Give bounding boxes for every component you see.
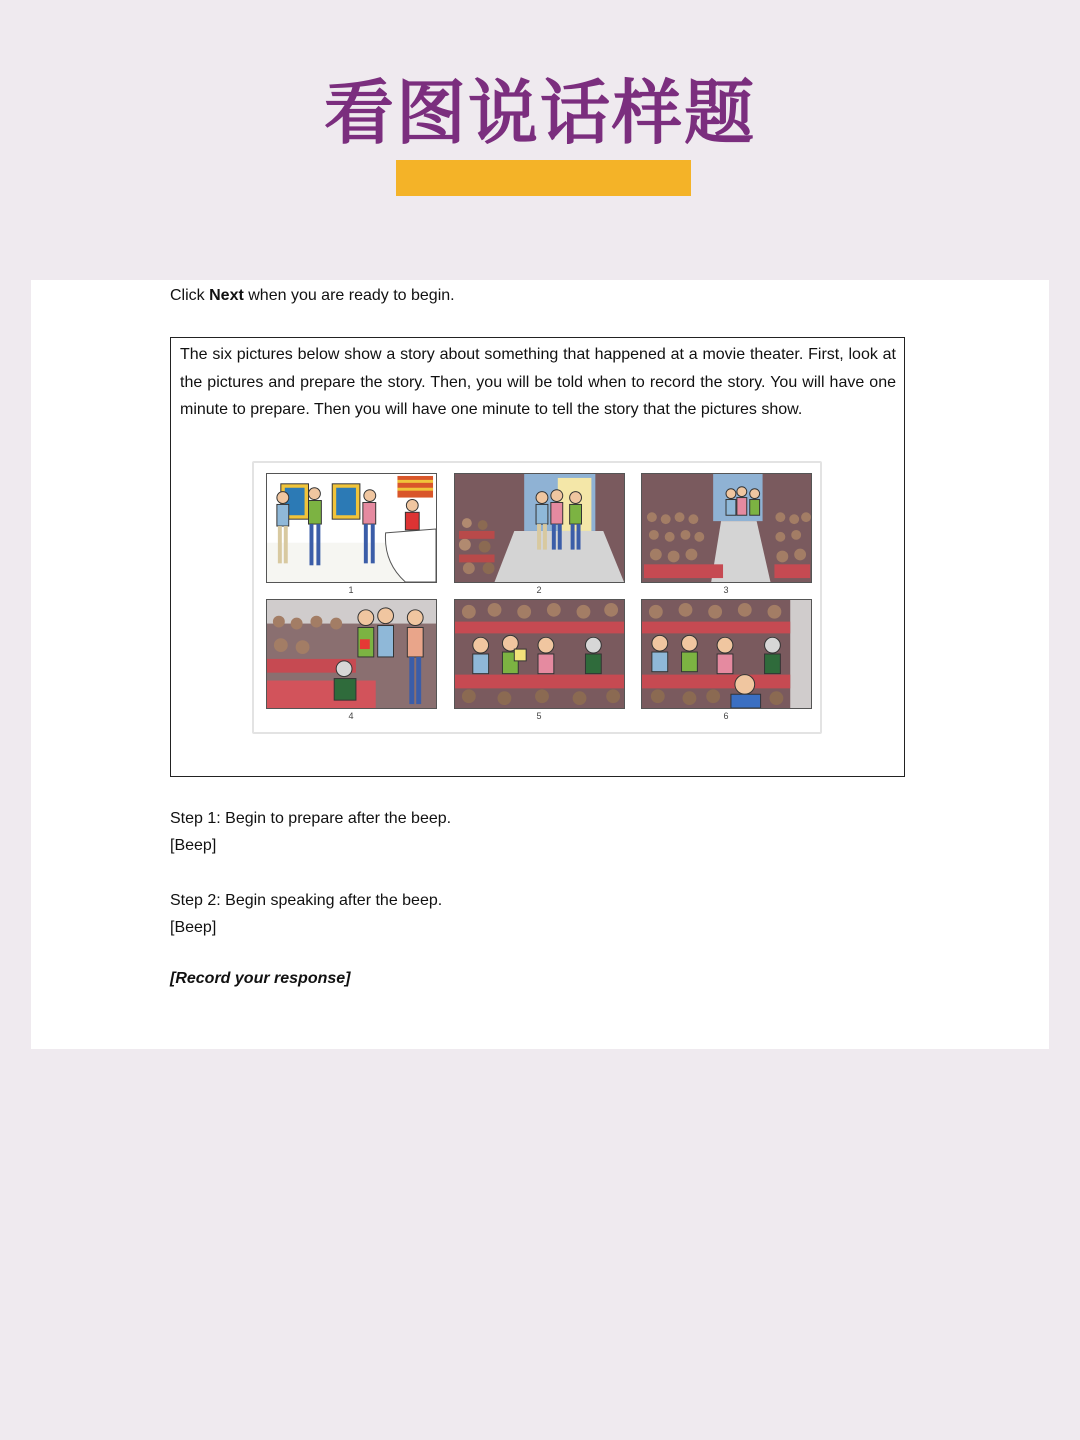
panel-number-2: 2	[536, 585, 542, 595]
comic-panel-3	[641, 473, 812, 583]
beep-2: [Beep]	[170, 919, 217, 936]
comic-panel-6	[641, 599, 812, 709]
step-2-text: Step 2: Begin speaking after the beep.	[170, 892, 443, 909]
intro-prefix: Click	[170, 287, 210, 304]
task-box	[170, 337, 905, 777]
intro-suffix: when you are ready to begin.	[243, 287, 455, 304]
next-keyword: Next	[209, 287, 244, 304]
step-1-text: Step 1: Begin to prepare after the beep.	[170, 810, 452, 827]
beep-1: [Beep]	[170, 837, 217, 854]
record-response-label: [Record your response]	[170, 970, 351, 987]
comic-panel-4	[266, 599, 437, 709]
comic-panel-5	[454, 599, 625, 709]
document-card	[31, 280, 1049, 1049]
comic-panel-2	[454, 473, 625, 583]
panel-number-3: 3	[723, 585, 729, 595]
comic-strip	[252, 461, 822, 734]
panel-number-4: 4	[348, 711, 354, 721]
page-title: 看图说话样题	[324, 72, 756, 154]
comic-panel-1	[266, 473, 437, 583]
task-instructions: The six pictures below show a story about something that happened at a movie theater. First, look at the pictures and prepare the story. Then, you will be told when to record the story. You will have one minute to prepare. Then you will have one minute to tell the story that the pictures show.	[180, 346, 896, 418]
panel-number-1: 1	[348, 585, 354, 595]
title-underline	[396, 160, 691, 196]
panel-number-6: 6	[723, 711, 729, 721]
intro-line	[170, 287, 455, 305]
panel-number-5: 5	[536, 711, 542, 721]
